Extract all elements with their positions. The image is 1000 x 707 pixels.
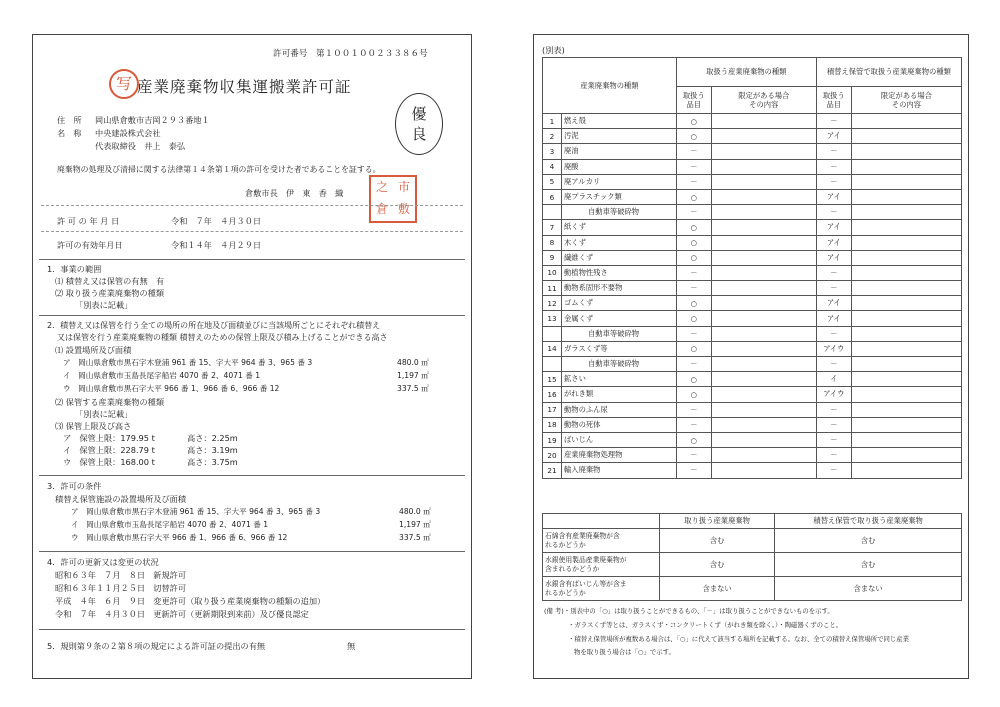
waste-name: 燃え殻 xyxy=(562,114,677,129)
header-handled-item: 取扱う 品目 xyxy=(676,87,711,114)
table-row xyxy=(543,341,962,356)
handled-limit xyxy=(711,265,816,280)
table-row xyxy=(543,265,962,280)
history-entry: 昭和６３年１１月２５日 切替許可 xyxy=(55,583,187,593)
section-2-sub-2: ⑵ 保管する産業廃棄物の種類 xyxy=(55,397,165,407)
table-row xyxy=(543,189,962,204)
storage-mark: － xyxy=(816,159,851,174)
history-entry: 令和 ７年 ４月３０日 更新許可（更新期限到来前）及び優良認定 xyxy=(55,609,309,619)
seal-char: 之 xyxy=(375,180,388,194)
row-number: 6 xyxy=(543,189,562,204)
condition-site-address: ア 岡山県倉敷市黒石字木登浦 961 番 15、字大平 964 番 3、965 番 3 xyxy=(71,507,321,516)
storage-limit xyxy=(851,114,961,129)
section-5-value: 無 xyxy=(347,641,356,651)
handled-mark: － xyxy=(676,463,711,478)
storage-limit xyxy=(851,129,961,144)
header-storage-item: 取扱う 品目 xyxy=(816,87,851,114)
handled-mark: － xyxy=(676,417,711,432)
section-2-sub-2-note: 「別表に記載」 xyxy=(75,409,133,419)
table-row xyxy=(543,144,962,159)
table-row xyxy=(543,311,962,326)
appendix-table-page xyxy=(533,34,969,679)
storage-mark: － xyxy=(816,281,851,296)
storage-mark: － xyxy=(816,144,851,159)
divider xyxy=(41,205,463,206)
storage-mark: － xyxy=(816,114,851,129)
divider xyxy=(39,259,465,260)
name-label: 名 称 xyxy=(57,128,82,138)
handled-mark: ○ xyxy=(676,114,711,129)
row-number: 9 xyxy=(543,250,562,265)
handled-limit xyxy=(711,326,816,341)
handled-mark: ○ xyxy=(676,129,711,144)
table-row xyxy=(543,357,962,372)
table-row xyxy=(543,372,962,387)
condition-site-address: イ 岡山県倉敷市玉島長尾字船岩 4070 番 2、4071 番 1 xyxy=(71,520,269,529)
storage-limit xyxy=(851,205,961,220)
table-row xyxy=(543,432,962,447)
hazard-question: 水銀含有ばいじん等が含ま れるかどうか xyxy=(543,577,660,601)
row-number: 17 xyxy=(543,402,562,417)
handled-limit xyxy=(711,159,816,174)
waste-table-body xyxy=(543,114,962,479)
handled-limit xyxy=(711,129,816,144)
hazard-inclusion-table xyxy=(542,513,962,601)
section-5-heading: 5．規則第９条の２第８項の規定による許可証の提出の有無 xyxy=(47,641,266,651)
waste-name: 廃酸 xyxy=(562,159,677,174)
storage-limit xyxy=(851,448,961,463)
mayor-name: 倉敷市長 伊 東 香 織 xyxy=(245,188,344,198)
expiry-label: 許可の有効年月日 xyxy=(57,240,123,250)
row-number: 10 xyxy=(543,265,562,280)
handled-limit xyxy=(711,417,816,432)
row-number: 15 xyxy=(543,372,562,387)
handled-mark: ○ xyxy=(676,311,711,326)
table-row xyxy=(543,577,962,601)
permit-date: 令和 ７年 ４月３０日 xyxy=(171,216,262,226)
handled-limit xyxy=(711,205,816,220)
storage-limit xyxy=(851,402,961,417)
storage-mark: アイウ xyxy=(816,341,851,356)
storage-mark: － xyxy=(816,417,851,432)
remark-line: (備 考)・別表中の「○」は取り扱うことができるもの、「－」は取り扱うことができないものを示す。 xyxy=(544,607,834,615)
table-row xyxy=(543,235,962,250)
hazard-question: 水銀使用製品産業廃棄物が 含まれるかどうか xyxy=(543,553,660,577)
header-handled-group: 取扱う産業廃棄物の種類 xyxy=(676,58,816,87)
seal-char: 敷 xyxy=(397,202,410,216)
address-label: 住 所 xyxy=(57,115,82,125)
divider xyxy=(39,475,465,476)
table-row xyxy=(543,129,962,144)
storage-limit xyxy=(851,174,961,189)
hazard-table-body xyxy=(543,529,962,601)
waste-name: 自動車等破砕物 xyxy=(562,205,677,220)
storage-mark: アイ xyxy=(816,220,851,235)
site-address: ウ 岡山県倉敷市黒石字大平 966 番 1、966 番 6、966 番 12 xyxy=(63,384,280,393)
waste-name: 廃プラスチック類 xyxy=(562,189,677,204)
header-storage-group: 積替え保管で取扱う産業廃棄物の種類 xyxy=(816,58,961,87)
row-number xyxy=(543,357,562,372)
handled-limit xyxy=(711,341,816,356)
table-row xyxy=(543,281,962,296)
remark-line: 物を取り扱う場合は「○」で示す。 xyxy=(574,648,675,656)
handled-limit xyxy=(711,448,816,463)
waste-name: 鉱さい xyxy=(562,372,677,387)
history-entry: 平成 ４年 ６月 ９日 変更許可（取り扱う産業廃棄物の種類の追加） xyxy=(55,596,326,606)
certify-statement: 廃棄物の処理及び清掃に関する法律第１４条第１項の許可を受けた者であることを証する。 xyxy=(57,165,381,174)
row-number: 21 xyxy=(543,463,562,478)
storage-mark: － xyxy=(816,448,851,463)
table-row xyxy=(543,296,962,311)
appendix-label: (別表) xyxy=(542,45,565,55)
storage-mark: － xyxy=(816,205,851,220)
handled-limit xyxy=(711,387,816,402)
waste-name: 紙くず xyxy=(562,220,677,235)
handled-mark: ○ xyxy=(676,235,711,250)
handled-limit xyxy=(711,114,816,129)
site-address: ア 岡山県倉敷市黒石字木登浦 961 番 15、字大平 964 番 3、965 番 3 xyxy=(63,358,313,367)
storage-answer: 含まない xyxy=(775,577,962,601)
handled-limit xyxy=(711,174,816,189)
handled-mark: － xyxy=(676,357,711,372)
divider xyxy=(39,551,465,552)
handled-limit xyxy=(711,402,816,417)
site-address: イ 岡山県倉敷市玉島長尾字船岩 4070 番 2、4071 番 1 xyxy=(63,371,261,380)
table-row xyxy=(543,463,962,478)
waste-name: 動物の死体 xyxy=(562,417,677,432)
representative: 代表取締役 井上 泰弘 xyxy=(95,141,186,151)
seal-char: 市 xyxy=(397,180,410,194)
company-name: 中央建設株式会社 xyxy=(95,128,161,138)
row-number: 7 xyxy=(543,220,562,235)
condition-site-area: 1,197 ㎡ xyxy=(399,520,431,529)
handled-answer: 含まない xyxy=(660,577,775,601)
row-number: 13 xyxy=(543,311,562,326)
handled-mark: ○ xyxy=(676,250,711,265)
header-limited-content: 限定がある場合 その内容 xyxy=(711,87,816,114)
storage-mark: － xyxy=(816,432,851,447)
excellent-badge xyxy=(395,93,443,155)
table-row xyxy=(543,205,962,220)
storage-mark: アイ xyxy=(816,129,851,144)
waste-name: 廃アルカリ xyxy=(562,174,677,189)
row-number: 12 xyxy=(543,296,562,311)
section-2-sub-3: ⑶ 保管上限及び高さ xyxy=(55,421,132,431)
row-number: 11 xyxy=(543,281,562,296)
storage-mark: アイ xyxy=(816,235,851,250)
waste-name: 産業廃棄物処理物 xyxy=(562,448,677,463)
section-3-sub: 積替え保管施設の設置場所及び面積 xyxy=(55,494,187,504)
storage-limit xyxy=(851,311,961,326)
waste-name: 動物系固形不要物 xyxy=(562,281,677,296)
excellent-badge-char-1: 優 xyxy=(411,105,427,123)
history-entry: 昭和６３年 ７月 ８日 新規許可 xyxy=(55,570,187,580)
table-row xyxy=(543,402,962,417)
section-2-heading: 2．積替え又は保管を行う全ての場所の所在地及び面積並びに当該場所ごとにそれぞれ積替え xyxy=(47,321,381,330)
waste-name: がれき類 xyxy=(562,387,677,402)
handled-limit xyxy=(711,296,816,311)
remark-line: ・ガラスくず等とは、ガラスくず・コンクリートくず（がれき類を除く。）・陶磁器くずのこと。 xyxy=(568,621,843,629)
storage-limit: ア 保管上限：179.95 t xyxy=(63,433,155,443)
handled-limit xyxy=(711,250,816,265)
storage-limit xyxy=(851,417,961,432)
copy-stamp: 写 xyxy=(109,69,139,99)
handled-limit xyxy=(711,189,816,204)
certificate-title: 産業廃棄物収集運搬業許可証 xyxy=(137,78,352,96)
handled-mark: － xyxy=(676,281,711,296)
storage-mark: イ xyxy=(816,372,851,387)
waste-name: 廃油 xyxy=(562,144,677,159)
storage-mark: － xyxy=(816,326,851,341)
storage-limit xyxy=(851,235,961,250)
handled-limit xyxy=(711,235,816,250)
header-storage-limited-content: 限定がある場合 その内容 xyxy=(851,87,961,114)
handled-limit xyxy=(711,311,816,326)
storage-mark: － xyxy=(816,357,851,372)
storage-limit xyxy=(851,220,961,235)
waste-name: ゴムくず xyxy=(562,296,677,311)
site-area: 1,197 ㎡ xyxy=(397,371,429,380)
storage-limit xyxy=(851,265,961,280)
handled-mark: ○ xyxy=(676,432,711,447)
section-1-item-1: ⑴ 積替え又は保管の有無 有 xyxy=(55,276,165,286)
table-row xyxy=(543,529,962,553)
table-row xyxy=(543,220,962,235)
condition-site-area: 337.5 ㎡ xyxy=(399,533,431,542)
storage-answer: 含む xyxy=(775,529,962,553)
bottom-header-handled: 取り扱う産業廃棄物 xyxy=(660,514,775,529)
handled-limit xyxy=(711,372,816,387)
row-number xyxy=(543,205,562,220)
handled-mark: － xyxy=(676,402,711,417)
condition-site-area: 480.0 ㎡ xyxy=(399,507,431,516)
waste-name: 金属くず xyxy=(562,311,677,326)
handled-mark: ○ xyxy=(676,220,711,235)
handled-limit xyxy=(711,144,816,159)
storage-limit xyxy=(851,144,961,159)
row-number: 16 xyxy=(543,387,562,402)
row-number: 2 xyxy=(543,129,562,144)
table-row xyxy=(543,387,962,402)
handled-mark: － xyxy=(676,159,711,174)
storage-mark: アイ xyxy=(816,311,851,326)
address-value: 岡山県倉敷市吉岡２９３番地１ xyxy=(95,115,210,125)
handled-limit xyxy=(711,220,816,235)
waste-types-table xyxy=(542,57,962,479)
section-1-heading: 1．事業の範囲 xyxy=(47,264,102,274)
table-row xyxy=(543,553,962,577)
expiry-date: 令和１４年 ４月２９日 xyxy=(171,240,262,250)
permit-date-label: 許 可 の 年 月 日 xyxy=(57,216,120,226)
section-2-heading-line-2: 又は保管を行う産業廃棄物の種類 積替えのための保管上限及び積み上げることができる高さ xyxy=(57,333,388,342)
handled-limit xyxy=(711,432,816,447)
divider xyxy=(41,231,463,232)
waste-name: 木くず xyxy=(562,235,677,250)
handled-limit xyxy=(711,357,816,372)
storage-limit xyxy=(851,372,961,387)
permit-number: 許可番号 第１００１００２３３８６号 xyxy=(273,49,428,59)
excellent-badge-char-2: 良 xyxy=(411,125,427,143)
section-2-sub-1: ⑴ 設置場所及び面積 xyxy=(55,345,132,355)
divider xyxy=(39,629,465,630)
row-number: 1 xyxy=(543,114,562,129)
section-4-heading: 4．許可の更新又は変更の状況 xyxy=(47,557,159,567)
storage-limit xyxy=(851,159,961,174)
storage-mark: アイ xyxy=(816,250,851,265)
handled-mark: ○ xyxy=(676,387,711,402)
row-number: 19 xyxy=(543,432,562,447)
header-waste-type: 産業廃棄物の種類 xyxy=(543,58,677,114)
table-row xyxy=(543,250,962,265)
row-number: 8 xyxy=(543,235,562,250)
section-3-heading: 3．許可の条件 xyxy=(47,481,102,491)
bottom-header-storage: 積替え保管で取り扱う産業廃棄物 xyxy=(775,514,962,529)
handled-mark: ○ xyxy=(676,189,711,204)
storage-answer: 含む xyxy=(775,553,962,577)
storage-height: 高さ：3.19m xyxy=(187,445,238,455)
permit-certificate-page xyxy=(32,34,472,679)
table-row xyxy=(543,326,962,341)
storage-limit xyxy=(851,326,961,341)
handled-answer: 含む xyxy=(660,529,775,553)
storage-mark: － xyxy=(816,265,851,280)
storage-mark: － xyxy=(816,463,851,478)
storage-limit xyxy=(851,432,961,447)
table-row xyxy=(543,174,962,189)
storage-limit xyxy=(851,357,961,372)
table-row xyxy=(543,159,962,174)
handled-mark: ○ xyxy=(676,296,711,311)
row-number: 14 xyxy=(543,341,562,356)
storage-limit xyxy=(851,341,961,356)
table-row xyxy=(543,417,962,432)
mayor-seal xyxy=(369,175,417,223)
divider xyxy=(39,315,465,316)
handled-mark: － xyxy=(676,174,711,189)
storage-limit xyxy=(851,189,961,204)
waste-name: 自動車等破砕物 xyxy=(562,326,677,341)
storage-limit xyxy=(851,250,961,265)
table-row xyxy=(543,448,962,463)
waste-name: 輸入廃棄物 xyxy=(562,463,677,478)
table-row xyxy=(543,114,962,129)
waste-name: ばいじん xyxy=(562,432,677,447)
storage-height: 高さ：3.75m xyxy=(187,457,238,467)
waste-name: 自動車等破砕物 xyxy=(562,357,677,372)
waste-name: ガラスくず等 xyxy=(562,341,677,356)
storage-mark: アイウ xyxy=(816,387,851,402)
storage-limit xyxy=(851,296,961,311)
site-area: 480.0 ㎡ xyxy=(397,358,429,367)
section-1-item-2: ⑵ 取り扱う産業廃棄物の種類 xyxy=(55,288,165,298)
handled-mark: － xyxy=(676,265,711,280)
handled-answer: 含む xyxy=(660,553,775,577)
handled-mark: － xyxy=(676,205,711,220)
row-number: 3 xyxy=(543,144,562,159)
handled-mark: ○ xyxy=(676,341,711,356)
storage-mark: － xyxy=(816,402,851,417)
storage-height: 高さ：2.25m xyxy=(187,433,238,443)
row-number xyxy=(543,326,562,341)
waste-name: 繊維くず xyxy=(562,250,677,265)
handled-limit xyxy=(711,281,816,296)
hazard-question: 石綿含有産業廃棄物が含 れるかどうか xyxy=(543,529,660,553)
handled-mark: － xyxy=(676,448,711,463)
bottom-header-blank xyxy=(543,514,660,529)
row-number: 5 xyxy=(543,174,562,189)
row-number: 18 xyxy=(543,417,562,432)
storage-limit: イ 保管上限：228.79 t xyxy=(63,445,155,455)
storage-mark: － xyxy=(816,174,851,189)
row-number: 20 xyxy=(543,448,562,463)
section-1-item-2-note: 「別表に記載」 xyxy=(75,300,133,310)
storage-limit xyxy=(851,387,961,402)
seal-char: 倉 xyxy=(375,202,388,216)
storage-mark: アイ xyxy=(816,189,851,204)
storage-limit xyxy=(851,281,961,296)
handled-mark: － xyxy=(676,144,711,159)
handled-mark: － xyxy=(676,326,711,341)
remark-line: ・積替え保管場所が複数ある場合は、「○」に代えて該当する場所を記載する。なお、全ての積替え保管場所で同じ産業 xyxy=(568,635,910,643)
storage-limit xyxy=(851,463,961,478)
waste-name: 動植物性残さ xyxy=(562,265,677,280)
waste-name: 汚泥 xyxy=(562,129,677,144)
site-area: 337.5 ㎡ xyxy=(397,384,429,393)
handled-mark: ○ xyxy=(676,372,711,387)
condition-site-address: ウ 岡山県倉敷市黒石字大平 966 番 1、966 番 6、966 番 12 xyxy=(71,533,288,542)
storage-mark: アイ xyxy=(816,296,851,311)
storage-limit: ウ 保管上限：168.00 t xyxy=(63,457,155,467)
row-number: 4 xyxy=(543,159,562,174)
handled-limit xyxy=(711,463,816,478)
waste-name: 動物のふん尿 xyxy=(562,402,677,417)
